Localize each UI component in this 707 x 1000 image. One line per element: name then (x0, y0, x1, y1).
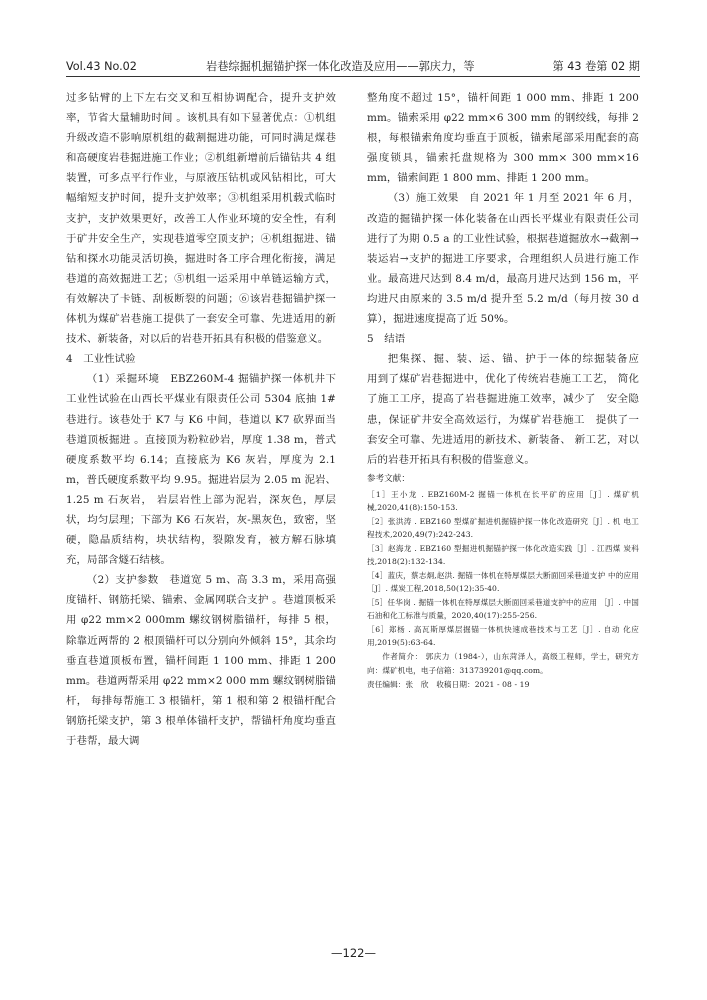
reference-item: ［1］王小龙 . EBZ160M-2 掘锚一体机在长平矿的应用［J］. 煤矿机械,2020,41(8):150-153. (367, 489, 639, 513)
left-column (66, 88, 336, 751)
author-note: 作者简介： 郭庆力（1984-），山东菏泽人，高级工程师，学士，研究方向：煤矿机电，电子信箱：313739201@qq.com。 (367, 651, 639, 675)
journal-issue: 第 43 卷第 02 期 (552, 60, 640, 73)
running-header (66, 58, 640, 77)
journal-volume: Vol.43 No.02 (66, 60, 137, 73)
editor-line: 责任编辑：张 欣 收稿日期：2021 - 08 - 19 (367, 679, 530, 689)
section-heading-industrial-test: 4 工业性试验 (66, 353, 136, 366)
paragraph-mining-environment: （1）采掘环境 EBZ260M-4 掘锚护探一体机井下工业性试验在山西长平煤业有限责任公司 5304 底抽 1# 巷进行。该巷处于 K7 与 K6 中间，巷道以 K7 砍界面当巷道顶板掘进 。直接顶为粉粒砂岩，厚度 1.38 m，普式硬度系数平均 6.14；直接底为 K6 灰岩，厚度为 2.1 m，普氏硬度系数平均 9.95。掘进岩层为 2.05 m 泥岩、1.25 m 石灰岩， 岩层岩性上部为泥岩，深灰色，厚层状，均匀层理；下部为 K6 石灰岩，灰-黑灰色，致密，坚硬，隐晶质结构，块状结构，裂隙发育，被方解石脉填充，局部含燧石结核。 (66, 373, 336, 567)
reference-item: ［2］张洪涛 . EBZ160 型煤矿掘进机掘锚护探一体化改造研究［J］. 机 电工程技术,2020,49(7):242-243. (367, 516, 639, 540)
section-heading-conclusion: 5 结语 (367, 333, 406, 346)
paragraph-support-parameters-cont: 整角度不超过 15°，锚杆间距 1 000 mm、排距 1 200 mm。锚索采用 φ22 mm×6 300 mm 的钢绞线，每排 2 根，每根锚索角度均垂直于顶板，锚索尾部采用配套的高强度锁具，锚索托盘规格为 300 mm× 300 mm×16 mm，锚索间距 1 800 mm、排距 1 200 mm。 (367, 92, 639, 185)
right-column (367, 88, 650, 692)
paragraph-construction-effect: （3）施工效果 自 2021 年 1 月至 2021 年 6 月，改造的掘锚护探一体化装备在山西长平煤业有限责任公司进行了为期 0.5 a 的工业性试验，根据巷道掘放水→截割→装运岩→支护的掘进工序要求，合理组织人员进行施工作业。最高进尺达到 8.4 m/d，最高月进尺达到 156 m，平均进尺由原来的 3.5 m/d 提升至 5.2 m/d（每月按 30 d 算），掘进速度提高了近 50%。 (367, 192, 639, 326)
reference-item: ［5］任华岗 . 掘锚一体机在特厚煤层大断面回采巷道支护中的应用 ［J］. 中国石油和化工标准与质量，2020,40(17):255-256. (367, 597, 639, 621)
reference-item: ［3］赵海龙 . EBZ160 型掘进机掘锚护探一体化改造实践［J］. 江西煤 炭科技,2018(2):132-134. (367, 543, 639, 567)
references-title: 参考文献： (367, 473, 411, 484)
page-number: —122— (331, 946, 376, 960)
paragraph-conclusion: 把集探、掘、装、运、锚、护于一体的综掘装备应 用到了煤矿岩巷掘进中，优化了传统岩巷施工工艺， 简化了施工工序，提高了岩巷掘进施工效率，减少了 安全隐患，保证矿井安全高效运行，为煤矿岩巷施工 提供了一套安全可靠、先进适用的新技术、新装备、 新工艺，对以后的岩巷开拓具有积极的借鉴意义。 (367, 353, 650, 466)
article-running-title: 岩巷综掘机掘锚护探一体化改造及应用——郭庆力，等 (206, 60, 475, 73)
paragraph-support-parameters: （2）支护参数 巷道宽 5 m、高 3.3 m，采用高强度锚杆、钢筋托梁、锚索、金属网联合支护 。巷道顶板采用 φ22 mm×2 000mm 螺纹钢树脂锚杆，每排 5 根，除靠近两帮的 2 根顶锚杆可以分别向外倾斜 15°，其余均垂直巷道顶板布置，锚杆间距 1 100 mm、排距 1 200 mm。巷道两帮采用 φ22 mm×2 000 mm 螺纹钢树脂锚杆， 每排每帮施工 3 根锚杆，第 1 根和第 2 根锚杆配合钢筋托梁支护，第 3 根单体锚杆支护，帮锚杆角度均垂直于巷帮，最大调 (66, 574, 336, 747)
reference-item: ［4］蓝庆，蔡志炯,赵洪. 掘锚一体机在特厚煤层大断面回采巷道支护 中的应用［J］. 煤炭工程,2018,50(12):35-40. (367, 570, 639, 594)
reference-item: ［6］郑杨 . 高瓦斯厚煤层掘锚一体机快速成巷技术与工艺［J］. 自动 化应用,2019(5):63-64. (367, 624, 639, 648)
paragraph-advantages: 过多钻臂的上下左右交叉和互相协调配合，提升支护效率，节省大量辅助时间 。该机具有如下显著优点：①机组升级改造不影响原机组的截割掘进功能，可同时满足煤巷和高硬度岩巷掘进施工作业；②机组新增前后锚钻共 4 组装置，可多点平行作业，与原液压钻机或风钻相比，可大幅缩短支护时间，提升支护效率；③机组采用机载式临时支护，支护效果更好，改善工人作业环境的安全性，有利于矿井安全生产，实现巷道零空顶支护；④机组掘进、锚钻和探水功能灵活切换，掘进时各工序合理化衔接，满足巷道的高效掘进工艺；⑤机组一运采用中单链运输方式，有效解决了卡链、刮板断裂的问题；⑥该岩巷掘锚护探一体机为煤矿岩巷施工提供了一套安全可靠、先进适用的新技术、新装备，对以后的岩巷开拓具有积极的借鉴意义。 (66, 92, 336, 346)
